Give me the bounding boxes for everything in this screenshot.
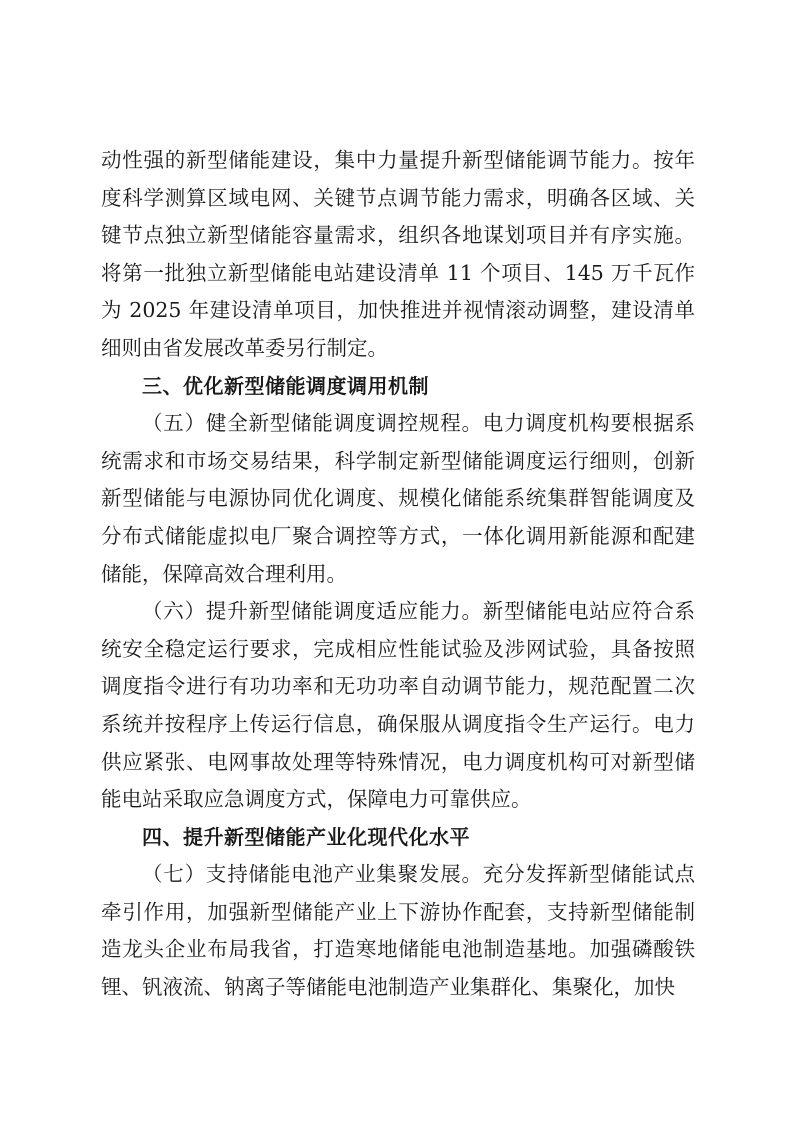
paragraph-item-6: （六）提升新型储能调度适应能力。新型储能电站应符合系统安全稳定运行要求，完成相应性能试验及涉网试验，具备按照调度指令进行有功功率和无功功率自动调节能力，规范配置二次系统并按程序上传运行信息，确保服从调度指令生产运行。电力供应紧张、电网事故处理等特殊情况，电力调度机构可对新型储能电站采取应急调度方式，保障电力可靠供应。 [101,599,695,812]
section-heading-3: 三、优化新型储能调度调用机制 [142,373,429,398]
paragraph-item-5: （五）健全新型储能调度调控规程。电力调度机构要根据系统需求和市场交易结果，科学制定新型储能调度运行细则，创新新型储能与电源协同优化调度、规模化储能系统集群智能调度及分布式储能虚拟电厂聚合调控等方式，一体化调用新能源和配建储能，保障高效合理利用。 [101,411,695,586]
section-heading-4: 四、提升新型储能产业化现代化水平 [142,824,470,849]
paragraph-continuation: 动性强的新型储能建设，集中力量提升新型储能调节能力。按年度科学测算区域电网、关键节点调节能力需求，明确各区域、关键节点独立新型储能容量需求，组织各地谋划项目并有序实施。将第一批独立新型储能电站建设清单 11 个项目、145 万千瓦作为 2025 年建设清单项目，加快推进并视情滚动调整，建设清单细则由省发展改革委另行制定。 [101,148,695,360]
paragraph-item-7: （七）支持储能电池产业集聚发展。充分发挥新型储能试点牵引作用，加强新型储能产业上下游协作配套，支持新型储能制造龙头企业布局我省，打造寒地储能电池制造基地。加强磷酸铁锂、钒液流、钠离子等储能电池制造产业集群化、集聚化，加快 [101,862,695,1000]
document-page [101,142,695,1007]
